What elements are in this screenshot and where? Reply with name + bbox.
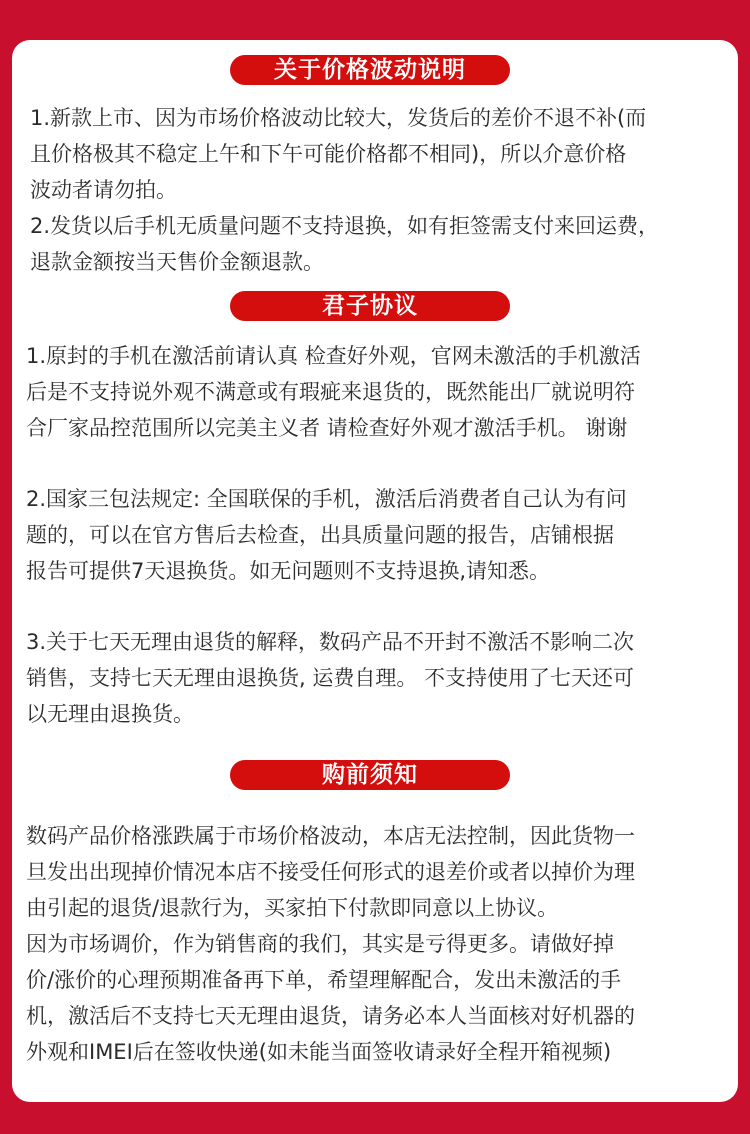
agreement-item-1-line-1: 1.原封的手机在激活前请认真 检查好外观，官网未激活的手机激活 bbox=[26, 344, 641, 368]
price-para-1-line-2: 且价格极其不稳定上午和下午可能价格都不相同)，所以介意价格 bbox=[30, 142, 627, 166]
agreement-item-3-line-3: 以无理由退换货。 bbox=[26, 702, 194, 726]
agreement-item-1-line-2: 后是不支持说外观不满意或有瑕疵来退货的，既然能出厂就说明符 bbox=[26, 380, 635, 404]
notice-para-2-line-4: 外观和IMEI后在签收快递(如未能当面签收请录好全程开箱视频) bbox=[26, 1040, 612, 1064]
agreement-item-2-line-1: 2.国家三包法规定: 全国联保的手机，激活后消费者自己认为有问 bbox=[26, 487, 627, 511]
agreement-item-3-line-1: 3.关于七天无理由退货的解释，数码产品不开封不激活不影响二次 bbox=[26, 630, 635, 654]
notice-para-2-line-2: 价/涨价的心理预期准备再下单，希望理解配合，发出未激活的手 bbox=[26, 968, 622, 992]
agreement-item-2-line-2: 题的，可以在官方售后去检查，出具质量问题的报告，店铺根据 bbox=[26, 523, 614, 547]
notice-para-2-line-3: 机，激活后不支持七天无理由退货，请务必本人当面核对好机器的 bbox=[26, 1004, 635, 1028]
notice-para-1-line-3: 由引起的退货/退款行为，买家拍下付款即同意以上协议。 bbox=[26, 896, 559, 920]
agreement-item-1-line-3: 合厂家品控范围所以完美主义者 请检查好外观才激活手机。 谢谢 bbox=[26, 416, 628, 440]
notice-para-1-line-1: 数码产品价格涨跌属于市场价格波动，本店无法控制，因此货物一 bbox=[26, 824, 635, 848]
section-title-price-fluctuation: 关于价格波动说明 bbox=[230, 55, 510, 85]
price-fluctuation-text bbox=[30, 100, 732, 280]
agreement-text bbox=[26, 338, 728, 446]
price-para-1-line-3: 波动者请勿拍。 bbox=[30, 178, 177, 202]
section-title-pre-purchase-notice: 购前须知 bbox=[230, 760, 510, 790]
price-para-1-line-1: 1.新款上市、因为市场价格波动比较大，发货后的差价不退不补(而 bbox=[30, 106, 647, 130]
price-para-2-line-2: 退款金额按当天售价金额退款。 bbox=[30, 250, 324, 274]
price-para-2-line-1: 2.发货以后手机无质量问题不支持退换，如有拒签需支付来回运费， bbox=[30, 214, 660, 238]
agreement-text-2 bbox=[26, 481, 728, 589]
notice-para-1-line-2: 旦发出出现掉价情况本店不接受任何形式的退差价或者以掉价为理 bbox=[26, 860, 635, 884]
content-panel bbox=[12, 40, 738, 1102]
agreement-item-2-line-3: 报告可提供7天退换货。如无问题则不支持退换,请知悉。 bbox=[26, 559, 551, 583]
notice-text bbox=[26, 818, 728, 1070]
section-title-gentlemens-agreement: 君子协议 bbox=[230, 291, 510, 321]
agreement-item-3-line-2: 销售，支持七天无理由退换货, 运费自理。 不支持使用了七天还可 bbox=[26, 666, 635, 690]
agreement-text-3 bbox=[26, 624, 728, 732]
notice-para-2-line-1: 因为市场调价，作为销售商的我们，其实是亏得更多。请做好掉 bbox=[26, 932, 614, 956]
